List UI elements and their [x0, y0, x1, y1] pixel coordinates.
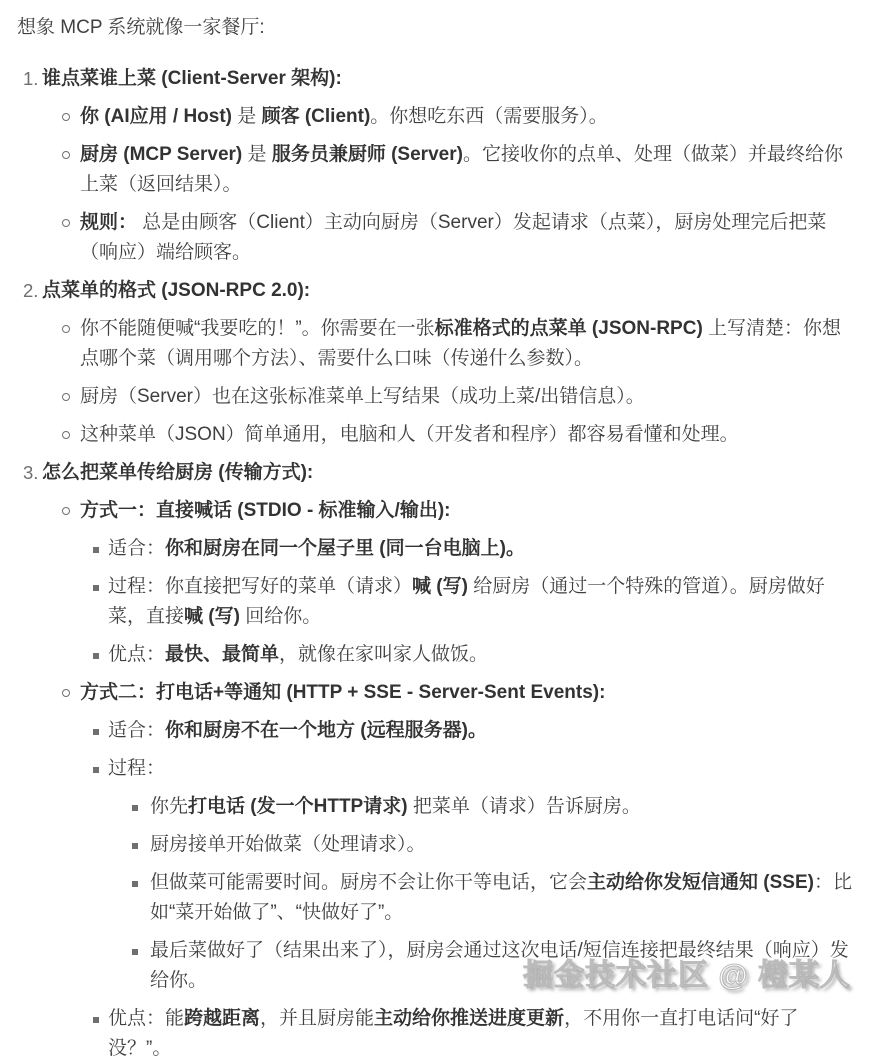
restaurant-analogy-list — [17, 64, 853, 1064]
text-run: 过程： — [108, 758, 166, 779]
list-item — [108, 868, 853, 928]
list-item-text — [42, 68, 342, 89]
list-item — [42, 420, 853, 450]
list-number: 1. — [23, 68, 39, 89]
bold-text-run: 喊 (写) — [412, 576, 468, 597]
list-item-text — [42, 280, 310, 301]
list-item-text — [108, 538, 525, 559]
list-item-text — [150, 940, 849, 991]
bold-text-run: 你和厨房不在一个地方 (远程服务器)。 — [165, 720, 487, 741]
text-run: ：比如“菜开始做了”、“快做好了”。 — [150, 872, 852, 923]
text-run: 但做菜可能需要时间。厨房不会让你干等电话，它会 — [150, 872, 588, 893]
square-bullet-icon — [132, 805, 138, 811]
list-item — [42, 382, 853, 412]
bold-text-run: 方式二：打电话+等通知 (HTTP + SSE - Server-Sent Events): — [80, 682, 606, 703]
bold-text-run: 厨房 (MCP Server) — [80, 144, 243, 165]
list-item — [42, 102, 853, 132]
bold-text-run: 你和厨房在同一个屋子里 (同一台电脑上)。 — [165, 538, 525, 559]
circle-bullet-icon — [62, 507, 70, 515]
list-item — [17, 458, 853, 1064]
text-run: 厨房接单开始做菜（处理请求）。 — [150, 834, 426, 855]
text-run: 把菜单（请求）告诉厨房。 — [407, 796, 641, 817]
nested-list-depth-2 — [42, 102, 853, 268]
square-bullet-icon — [93, 729, 99, 735]
list-item — [42, 314, 853, 374]
square-bullet-icon — [132, 949, 138, 955]
list-item-text — [80, 386, 645, 407]
list-item — [80, 534, 853, 564]
nested-list-depth-3 — [80, 534, 853, 670]
nested-list-depth-3 — [80, 716, 853, 1064]
bold-text-run: 跨越距离 — [184, 1008, 261, 1029]
text-run: 厨房（Server）也在这张标准菜单上写结果（成功上菜/出错信息）。 — [80, 386, 645, 407]
list-item — [108, 936, 853, 996]
list-item — [80, 1004, 853, 1064]
text-run: 你不能随便喊“我要吃的！”。你需要在一张 — [80, 318, 435, 339]
list-item — [17, 64, 853, 268]
list-item-text — [108, 644, 488, 665]
text-run: 适合： — [108, 720, 166, 741]
bold-text-run: 主动给你推送进度更新 — [374, 1008, 565, 1029]
list-item-text — [108, 1008, 798, 1059]
list-item — [80, 640, 853, 670]
text-run: ，并且厨房能 — [260, 1008, 375, 1029]
square-bullet-icon — [93, 1017, 99, 1023]
bold-text-run: 你 (AI应用 / Host) — [80, 106, 232, 127]
text-run: 。它接收你的点单、处理（做菜）并最终给你上菜（返回结果）。 — [80, 144, 843, 195]
bold-text-run: 规则： — [80, 212, 138, 233]
list-item — [108, 830, 853, 860]
list-item-text — [80, 106, 608, 127]
list-item-text — [80, 212, 826, 263]
list-item-text — [108, 576, 825, 627]
text-run: 最后菜做好了（结果出来了），厨房会通过这次电话/短信连接把最终结果（响应）发给你。 — [150, 940, 849, 991]
list-item-text — [150, 796, 641, 817]
list-item-text — [108, 758, 165, 779]
circle-bullet-icon — [62, 151, 70, 159]
square-bullet-icon — [132, 881, 138, 887]
list-item-text — [80, 682, 605, 703]
circle-bullet-icon — [62, 393, 70, 401]
text-run: 总是由顾客（Client）主动向厨房（Server）发起请求（点菜），厨房处理完后把菜（响应）端给顾客。 — [80, 212, 827, 263]
list-item — [42, 208, 853, 268]
list-item — [80, 754, 853, 996]
bold-text-run: 最快、最简单 — [165, 644, 280, 665]
list-item — [80, 716, 853, 746]
list-number: 3. — [23, 462, 39, 483]
bold-text-run: 打电话 (发一个HTTP请求) — [188, 796, 408, 817]
square-bullet-icon — [93, 585, 99, 591]
nested-list-depth-4 — [108, 792, 853, 996]
text-run: 给厨房（通过一个特殊的管道）。厨房做好菜，直接 — [108, 576, 825, 627]
list-item — [42, 140, 853, 200]
list-item-text — [80, 424, 739, 445]
bold-text-run: 谁点菜谁上菜 (Client-Server 架构): — [42, 68, 342, 89]
circle-bullet-icon — [62, 689, 70, 697]
list-item — [42, 678, 853, 1064]
bold-text-run: 怎么把菜单传给厨房 (传输方式): — [42, 462, 314, 483]
text-run: 是 — [232, 106, 262, 127]
list-item — [17, 276, 853, 450]
list-number: 2. — [23, 280, 39, 301]
bold-text-run: 标准格式的点菜单 (JSON-RPC) — [434, 318, 703, 339]
text-run: 上写清楚：你想点哪个菜（调用哪个方法）、需要什么口味（传递什么参数）。 — [80, 318, 842, 369]
bold-text-run: 顾客 (Client) — [261, 106, 371, 127]
square-bullet-icon — [132, 843, 138, 849]
square-bullet-icon — [93, 547, 99, 553]
nested-list-depth-2 — [42, 314, 853, 450]
text-run: ，不用你一直打电话问“好了没？”。 — [108, 1008, 799, 1059]
list-item-text — [42, 462, 313, 483]
text-run: 。你想吃东西（需要服务）。 — [370, 106, 608, 127]
text-run: 优点：能 — [108, 1008, 185, 1029]
text-run: 你先 — [150, 796, 189, 817]
bold-text-run: 点菜单的格式 (JSON-RPC 2.0): — [42, 280, 311, 301]
bold-text-run: 方式一：直接喊话 (STDIO - 标准输入/输出): — [80, 500, 451, 521]
watermark: 掘金技术社区 @ 橙某人 — [523, 959, 851, 992]
nested-list-depth-2 — [42, 496, 853, 1064]
intro-paragraph: 想象 MCP 系统就像一家餐厅: — [17, 17, 265, 38]
square-bullet-icon — [93, 767, 99, 773]
ordered-list — [17, 64, 853, 1064]
circle-bullet-icon — [62, 325, 70, 333]
list-item-text — [150, 834, 426, 855]
list-item-text — [80, 144, 843, 195]
list-item — [42, 496, 853, 670]
text-run: 这种菜单（JSON）简单通用，电脑和人（开发者和程序）都容易看懂和处理。 — [80, 424, 739, 445]
list-item-text — [108, 720, 487, 741]
bold-text-run: 主动给你发短信通知 (SSE) — [587, 872, 814, 893]
bold-text-run: 服务员兼厨师 (Server) — [271, 144, 463, 165]
text-run: 过程：你直接把写好的菜单（请求） — [108, 576, 413, 597]
circle-bullet-icon — [62, 219, 70, 227]
circle-bullet-icon — [62, 431, 70, 439]
list-item-text — [80, 318, 841, 369]
square-bullet-icon — [93, 653, 99, 659]
text-run: 优点： — [108, 644, 166, 665]
text-run: ，就像在家叫家人做饭。 — [279, 644, 489, 665]
list-item-text — [150, 872, 852, 923]
text-run: 回给你。 — [239, 606, 322, 627]
list-item — [80, 572, 853, 632]
text-run: 适合： — [108, 538, 166, 559]
text-run: 是 — [242, 144, 272, 165]
list-item-text — [80, 500, 450, 521]
list-item — [108, 792, 853, 822]
circle-bullet-icon — [62, 113, 70, 121]
bold-text-run: 喊 (写) — [184, 606, 240, 627]
